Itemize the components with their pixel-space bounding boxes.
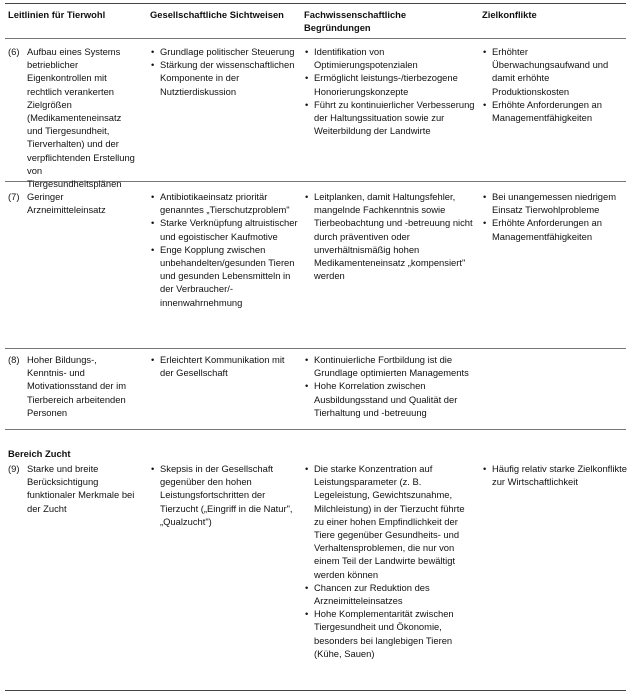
table-header: [0, 4, 630, 38]
list-item: • Grundlage politischer Steuerung: [150, 45, 300, 58]
science-list: [304, 45, 476, 137]
list-item: • Skepsis in der Gesellschaft gegenüber den hohen Leistungsfortschritten der Tierzucht („Eingriff in die Natur", „Qualzucht"): [150, 462, 300, 528]
list-item: • Chancen zur Reduktion des Arzneimitteleinsatzes: [304, 581, 476, 607]
header-bottom-rule: [5, 38, 626, 39]
conflicts-list: [482, 190, 628, 243]
guideline-text: Hoher Bildungs-, Kenntnis- und Motivationsstand der im Tierbereich arbeitenden Personen: [27, 354, 127, 418]
science-list: [304, 462, 476, 660]
list-item: • Antibiotikaeinsatz prioritär genanntes „Tierschutzproblem": [150, 190, 300, 216]
list-item: • Enge Kopplung zwischen unbehandelten/gesunden Tieren und gesunden Lebensmitteln in der Verbraucher/-innenwahrnehmung: [150, 243, 300, 309]
list-item: • Erhöhte Anforderungen an Managementfähigkeiten: [482, 98, 628, 124]
society-list: [150, 45, 300, 98]
list-item: • Hohe Korrelation zwischen Ausbildungsstand und Qualität der Tierhaltung und -betreuung: [304, 379, 476, 419]
row-divider: [5, 429, 626, 430]
list-item: • Führt zu kontinuierlicher Verbesserung der Haltungssituation sowie zur Weiterbildung der Landwirte: [304, 98, 476, 138]
header-society: Gesellschaftliche Sichtweisen: [150, 9, 284, 20]
list-item: • Ermöglicht leistungs-/tierbezogene Honorierungskonzepte: [304, 71, 476, 97]
society-list: [150, 190, 300, 309]
science-list: [304, 190, 476, 282]
list-item: • Starke Verknüpfung altruistischer und egoistischer Kaufmotive: [150, 216, 300, 242]
conflicts-list: [482, 462, 628, 488]
table-bottom-rule: [5, 690, 626, 691]
list-item: • Kontinuierliche Fortbildung ist die Grundlage optimierten Managements: [304, 353, 476, 379]
header-guidelines: Leitlinien für Tierwohl: [8, 9, 106, 20]
row-divider: [5, 348, 626, 349]
list-item: • Stärkung der wissenschaftlichen Komponente in der Nutztierdiskussion: [150, 58, 300, 98]
list-item: • Erleichtert Kommunikation mit der Gesellschaft: [150, 353, 300, 379]
society-list: [150, 353, 300, 379]
header-conflicts: Zielkonflikte: [482, 9, 537, 20]
list-item: • Häufig relativ starke Zielkonflikte zur Wirtschaftlichkeit: [482, 462, 628, 488]
society-list: [150, 462, 300, 528]
header-science: Fachwissenschaftliche Begründungen: [304, 9, 407, 34]
guideline-number: (7): [8, 191, 20, 202]
conflicts-list: [482, 45, 628, 124]
list-item: • Hohe Komplementarität zwischen Tiergesundheit und Ökonomie, besonders bei langlebigen Tieren (Kühe, Sauen): [304, 607, 476, 660]
section-heading: Bereich Zucht: [8, 448, 71, 459]
list-item: • Erhöhter Überwachungsaufwand und damit erhöhte Produktionskosten: [482, 45, 628, 98]
guideline-number: (9): [8, 463, 20, 474]
science-list: [304, 353, 476, 419]
guideline-number: (8): [8, 354, 20, 365]
guideline-text: Geringer Arzneimitteleinsatz: [27, 191, 106, 216]
list-item: • Die starke Konzentration auf Leistungsparameter (z. B. Legeleistung, Gewichtszunahme, Milchleistung) in der Tierzucht führte zu einer hohen Empfindlichkeit der Tiere gegenüber Gesundheits- und Verhaltensproblemen, die nur von einem Teil der Landwirte bewältigt werden können: [304, 462, 476, 581]
list-item: • Bei unangemessen niedrigem Einsatz Tierwohlprobleme: [482, 190, 628, 216]
list-item: • Leitplanken, damit Haltungsfehler, mangelnde Fachkenntnis sowie Tierbeobachtung und -betreuung nicht durch präventiven oder unverhältnismäßig hohen Medikamenteneinsatz „kompensiert" werden: [304, 190, 476, 282]
list-item: • Identifikation von Optimierungspotenzialen: [304, 45, 476, 71]
guideline-number: (6): [8, 46, 20, 57]
guideline-text: Starke und breite Berücksichtigung funktionaler Merkmale bei der Zucht: [27, 463, 135, 514]
list-item: • Erhöhte Anforderungen an Managementfähigkeiten: [482, 216, 628, 242]
guideline-text: Aufbau eines Systems betrieblicher Eigenkontrollen mit rechtlich verankerten Zielgrößen (Medikamenteneinsatz und Tiergesundheit, Tierverhalten) und der verpflichtenden Erstellung von Tiergesundheitsplänen: [27, 46, 135, 190]
